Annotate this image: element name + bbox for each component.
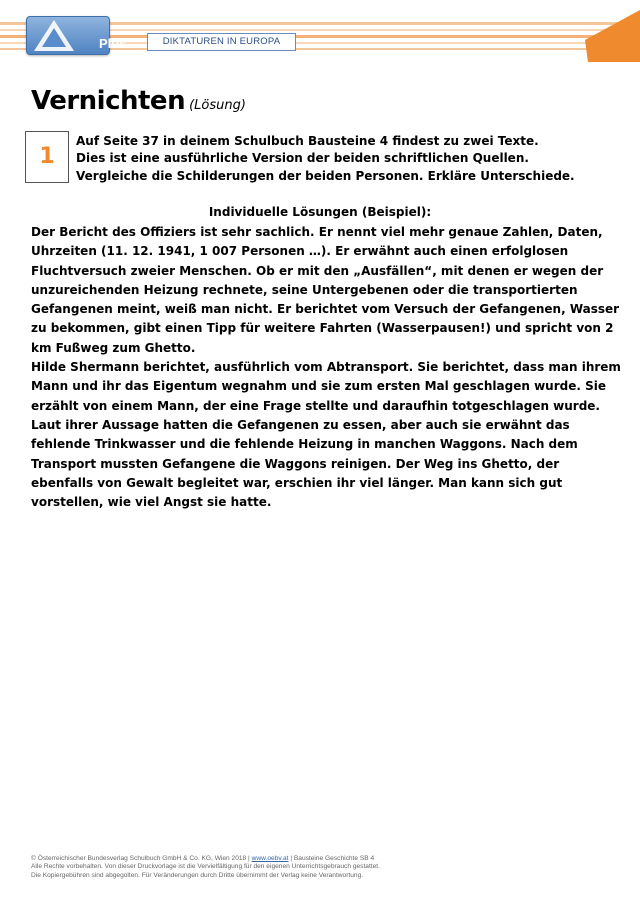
page-header [0,0,640,70]
logo-triangle-icon [31,17,77,54]
page-footer [31,855,611,880]
title-subtitle: (Lösung) [189,98,246,113]
task-line: Auf Seite 37 in deinem Schulbuch Bausteine 4 findest zu zwei Texte. [76,134,539,148]
task-number: 1 [25,131,69,183]
task-line: Vergleiche die Schilderungen der beiden Personen. Erkläre Unterschiede. [76,168,575,183]
footer-copyright: © Österreichischer Bundesverlag Schulbuch GmbH & Co. KG, Wien 2018 | [31,855,252,862]
page-title [31,86,246,116]
logo [26,16,127,55]
solution-paragraph: Der Bericht des Offiziers ist sehr sachlich. Er nennt viel mehr genaue Zahlen, Daten, Uhrzeiten (11. 12. 1941, 1 007 Personen …). Er erwähnt auch einen erfolglosen Fluchtversuch zweier Menschen. Ob er mit den „Ausfällen“, mit denen er wegen der unzureichenden Heizung rechnete, seine Untergebenen oder die transportierten Gefangenen meint, weiß man nicht. Er berichtet vom Versuch der Gefangenen, Wasser zu bekommen, gibt einen Tipp für weitere Fahrten (Wasserpausen!) und spricht von 2 km Fußweg zum Ghetto. [31,225,620,355]
footer-book: | Bausteine Geschichte SB 4 [288,855,375,862]
footer-line-1 [31,855,611,863]
solution-heading: Individuelle Lösungen (Beispiel): [208,205,432,219]
footer-line-2: Alle Rechte vorbehalten. Von dieser Druckvorlage ist die Vervielfältigung für den eigenen Unterrichtsgebrauch gestattet. [31,863,380,871]
solution-text [31,223,621,512]
solution-paragraph: Hilde Shermann berichtet, ausführlich vom Abtransport. Sie berichtet, dass man ihrem Mann und ihr das Eigentum wegnahm und sie zum ersten Mal geschlagen wurde. Sie erzählt von einem Mann, der eine Frage stellte und daraufhin totgeschlagen wurde. Laut ihrer Aussage hatten die Gefangenen zu essen, aber auch sie erwähnt das fehlende Trinkwasser und die fehlende Heizung in manchen Waggons. Nach dem Transport mussten Gefangene die Waggons reinigen. Der Weg ins Ghetto, der ebenfalls von Gewalt begleitet war, erschien ihr viel länger. Man kann sich gut vorstellen, wie viel Angst sie hatte. [31,360,621,510]
title-text: Vernichten [31,86,186,116]
logo-text: Plus [99,36,127,51]
footer-link[interactable]: www.oebv.at [251,855,289,862]
task-instructions [76,133,616,185]
footer-line-3: Die Kopiergebühren sind abgegolten. Für Veränderungen durch Dritte übernimmt der Verlag keine Verantwortung. [31,871,364,879]
task-line: Dies ist eine ausführliche Version der beiden schriftlichen Quellen. [76,151,529,166]
series-label: DIKTATUREN IN EUROPA [147,33,296,51]
